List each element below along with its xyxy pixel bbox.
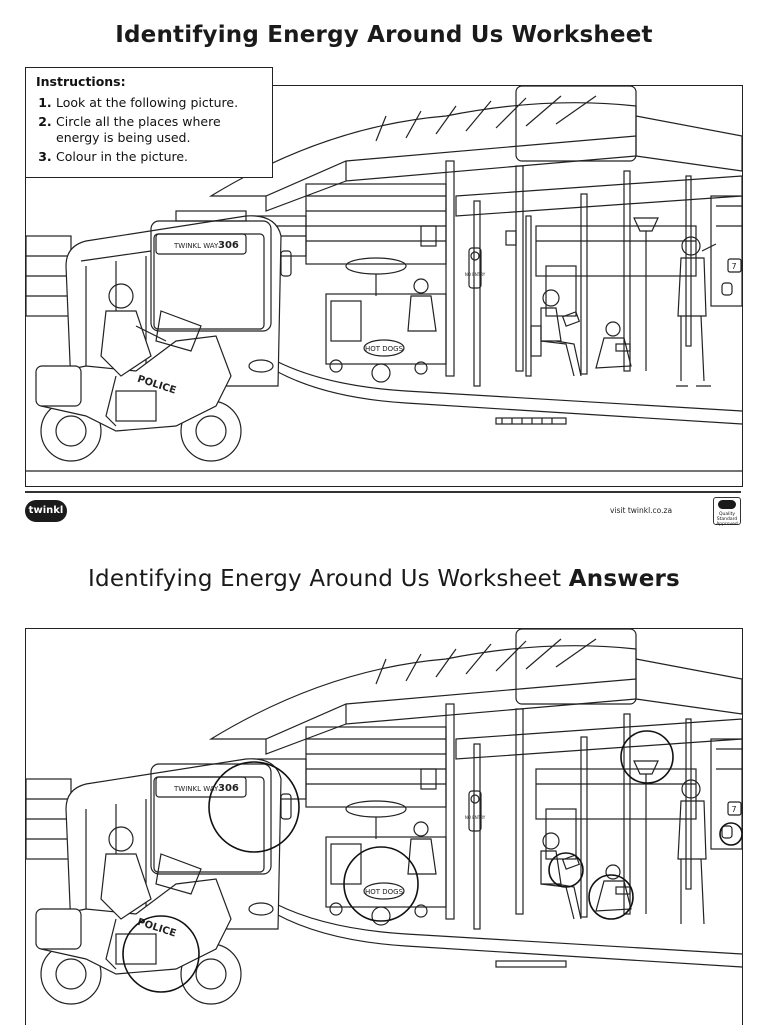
shelter-back — [536, 769, 696, 859]
answer-circle-lamp — [621, 731, 673, 783]
standing-woman — [676, 237, 732, 386]
visit-link[interactable]: visit twinkl.co.za — [610, 506, 673, 515]
instructions-heading: Instructions: — [36, 74, 126, 89]
vendor — [408, 822, 436, 874]
hot-dog-cart — [326, 801, 446, 925]
no-entry-text: NO ENTRY — [464, 815, 486, 820]
road — [276, 904, 742, 967]
hot-dogs-text: HOT DOGS — [364, 888, 404, 896]
stop-sign — [728, 802, 741, 815]
hot-dog-cart — [326, 258, 446, 382]
instruction-step: 2. Circle all the places where energy is being used. — [56, 114, 262, 146]
twinkl-logo[interactable]: twinkl — [25, 500, 67, 522]
instructions-list — [36, 95, 262, 165]
no-entry-sign — [465, 248, 486, 288]
instructions-box — [25, 67, 273, 178]
seated-girl — [596, 865, 631, 911]
police-text: POLICE — [135, 373, 178, 397]
instruction-step: 1. Look at the following picture. — [56, 95, 262, 111]
police-text: POLICE — [135, 916, 178, 940]
shelter-back — [506, 226, 696, 316]
seated-man — [531, 290, 581, 376]
instruction-step: 3. Colour in the picture. — [56, 149, 262, 165]
answers-title-suffix: Answers — [568, 566, 680, 592]
quality-badge-icon — [713, 497, 741, 525]
seated-girl — [596, 322, 631, 368]
hot-dogs-text: HOT DOGS — [364, 345, 404, 353]
worksheet-title: Identifying Energy Around Us Worksheet — [115, 22, 653, 48]
bus-number: 306 — [218, 783, 239, 794]
bus-number: 306 — [218, 240, 239, 251]
station-roof — [211, 86, 742, 216]
vendor — [408, 279, 436, 331]
answers-title — [0, 566, 768, 592]
answers-picture — [25, 628, 743, 1025]
stop-sign — [728, 259, 741, 272]
badge-text: Quality Standard Approved — [716, 512, 738, 527]
seated-man — [541, 833, 581, 919]
stop-number: 7 — [731, 262, 737, 271]
answers-title-prefix: Identifying Energy Around Us Worksheet — [88, 566, 562, 592]
no-entry-text: NO ENTRY — [464, 272, 486, 277]
station-roof — [211, 629, 742, 759]
footer-divider — [25, 491, 741, 493]
stop-number: 7 — [731, 805, 737, 814]
no-entry-sign — [465, 791, 486, 831]
bus-destination: TWINKL WAY — [174, 785, 219, 793]
bus-destination: TWINKL WAY — [174, 242, 219, 250]
